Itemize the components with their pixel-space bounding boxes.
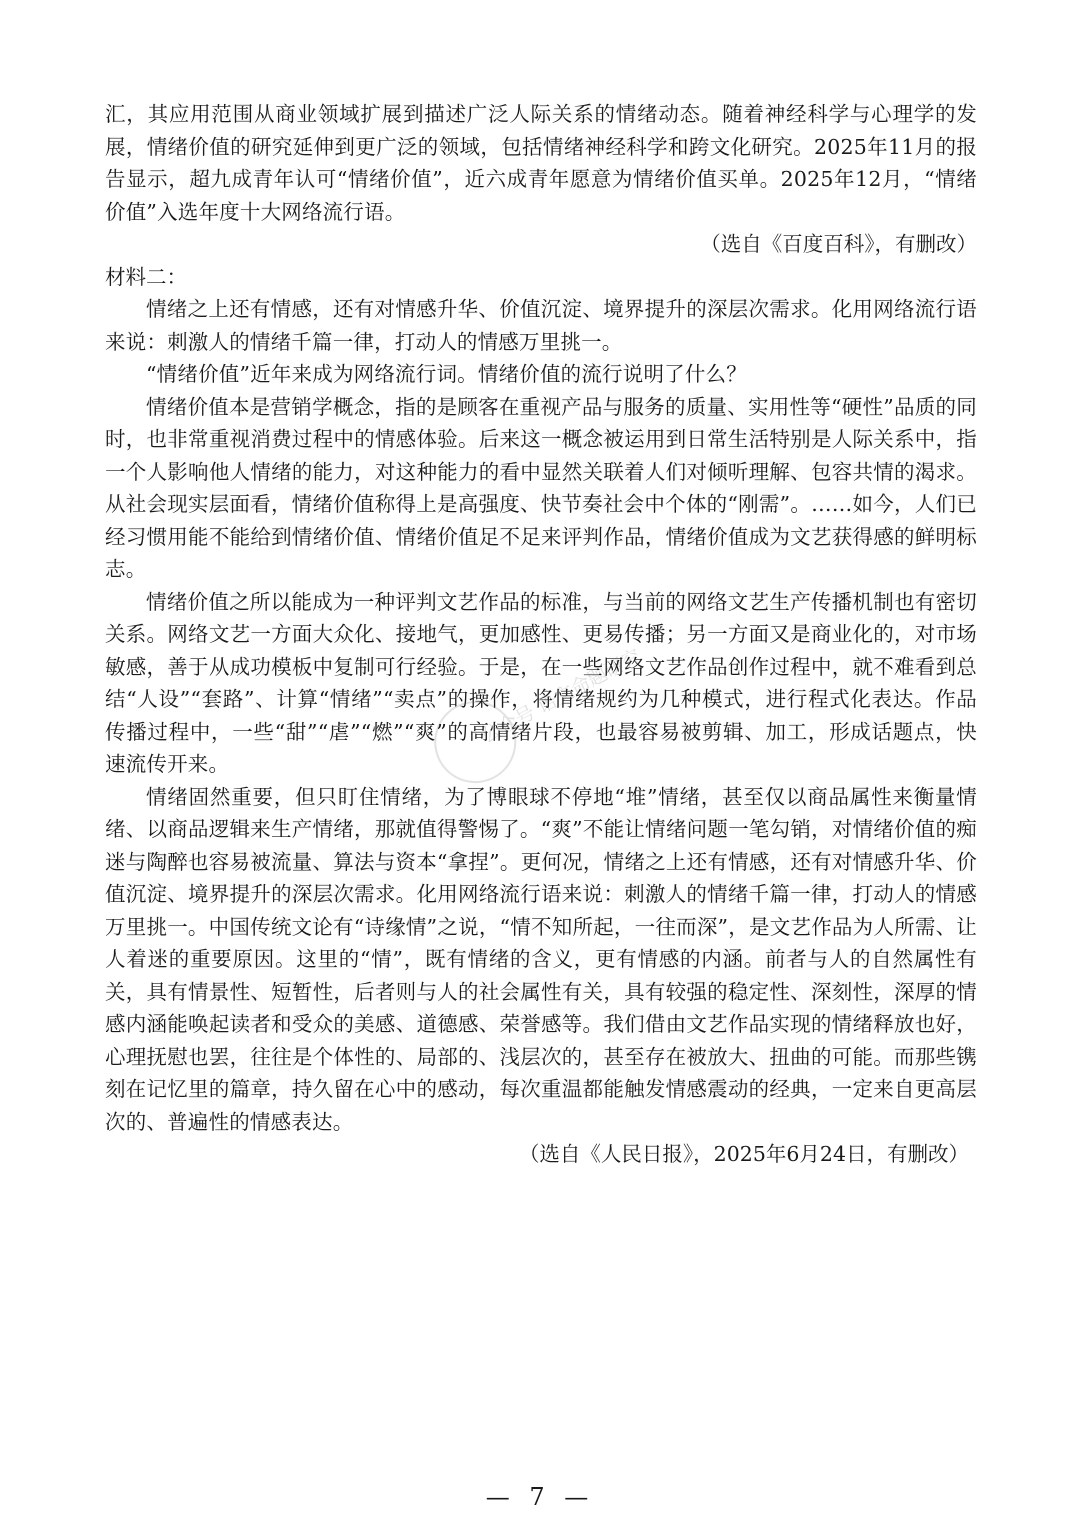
source-citation-baike: （选自《百度百科》，有删改） [700, 232, 977, 256]
source-citation-renmin: （选自《人民日报》，2025年6月24日，有删改） [518, 1142, 969, 1166]
material2-paragraph-2: “情绪价值”近年来成为网络流行词。情绪价值的流行说明了什么？ [146, 362, 747, 386]
material2-paragraph-3: 情绪价值本是营销学概念，指的是顾客在重视产品与服务的质量、实用性等“硬性”品质的同时，也非常重视消费过程中的情感体验。后来这一概念被运用到日常生活特别是人际关系中，指一个人影响他人情绪的能力，对这种能力的看中显然关联着人们对倾听理解、包容共情的渴求。从社会现实层面看，情绪价值称得上是高强度、快节奏社会中个体的“刚需”。……如今，人们已经习惯用能不能给到情绪价值、情绪价值足不足来评判作品，情绪价值成为文艺获得感的鲜明标志。 [105, 394, 977, 581]
material2-paragraph-1: 情绪之上还有情感，还有对情感升华、价值沉淀、境界提升的深层次需求。化用网络流行语来说：刺激人的情绪千篇一律，打动人的情感万里挑一。 [105, 297, 977, 354]
page-number: — 7 — [485, 1483, 595, 1511]
material2-paragraph-5: 情绪固然重要，但只盯住情绪，为了博眼球不停地“堆”情绪，甚至仅以商品属性来衡量情绪、以商品逻辑来生产情绪，那就值得警惕了。“爽”不能让情绪问题一笔勾销，对情绪价值的痴迷与陶醉也容易被流量、算法与资本“拿捏”。更何况，情绪之上还有情感，还有对情感升华、价值沉淀、境界提升的深层次需求。化用网络流行语来说：刺激人的情绪千篇一律，打动人的情感万里挑一。中国传统文论有“诗缘情”之说，“情不知所起，一往而深”，是文艺作品为人所需、让人着迷的重要原因。这里的“情”，既有情绪的含义，更有情感的内涵。前者与人的自然属性有关，具有情景性、短暂性，后者则与人的社会属性有关，具有较强的稳定性、深刻性，深厚的情感内涵能唤起读者和受众的美感、道德感、荣誉感等。我们借由文艺作品实现的情绪释放也好，心理抚慰也罢，往往是个体性的、局部的、浅层次的，甚至存在被放大、扭曲的可能。而那些镌刻在记忆里的篇章，持久留在心中的感动，每次重温都能触发情感震动的经典，一定来自更高层次的、普遍性的情感表达。 [105, 784, 977, 1134]
watermark-text: 公众号 语文命题研究 [478, 645, 645, 748]
page-content [105, 98, 977, 1171]
material1-paragraph-end: 汇，其应用范围从商业领域扩展到描述广泛人际关系的情绪动态。随着神经科学与心理学的发展，情绪价值的研究延伸到更广泛的领域，包括情绪神经科学和跨文化研究。2025年11月的报告显示，超九成青年认可“情绪价值”，近六成青年愿意为情绪价值买单。2025年12月，“情绪价值”入选年度十大网络流行语。 [105, 102, 977, 224]
material2-paragraph-4: 情绪价值之所以能成为一种评判文艺作品的标准，与当前的网络文艺生产传播机制也有密切关系。网络文艺一方面大众化、接地气，更加感性、更易传播；另一方面又是商业化的，对市场敏感，善于从成功模板中复制可行经验。于是，在一些网络文艺作品创作过程中，就不难看到总结“人设”“套路”、计算“情绪”“卖点”的操作，将情绪规约为几种模式，进行程式化表达。作品传播过程中，一些“甜”“虐”“燃”“爽”的高情绪片段，也最容易被剪辑、加工，形成话题点，快速流传开来。 [105, 589, 977, 776]
material2-heading: 材料二： [105, 264, 187, 289]
